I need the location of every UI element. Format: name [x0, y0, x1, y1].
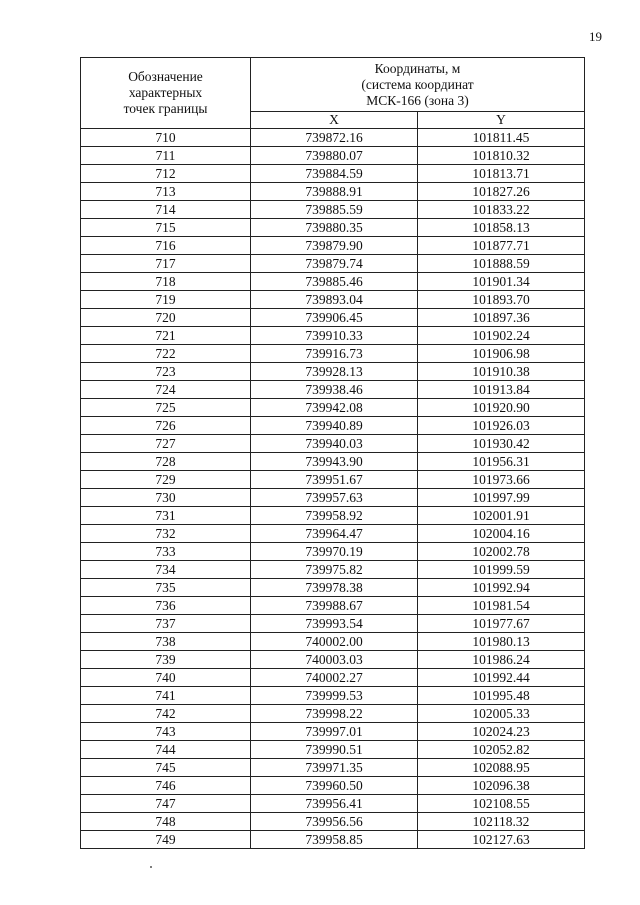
point-designation-header	[81, 58, 251, 129]
x-coordinate-cell: 739906.45	[251, 309, 418, 327]
x-coordinate-cell: 740002.00	[251, 633, 418, 651]
x-coordinate-cell: 739993.54	[251, 615, 418, 633]
point-cell: 711	[81, 147, 251, 165]
x-coordinate-cell: 739885.46	[251, 273, 418, 291]
point-cell: 714	[81, 201, 251, 219]
x-coordinate-cell: 739879.90	[251, 237, 418, 255]
y-coordinate-cell: 102002.78	[418, 543, 585, 561]
point-cell: 737	[81, 615, 251, 633]
point-cell: 720	[81, 309, 251, 327]
point-cell: 749	[81, 831, 251, 849]
point-cell: 726	[81, 417, 251, 435]
y-coordinate-cell: 102088.95	[418, 759, 585, 777]
x-coordinate-cell: 740002.27	[251, 669, 418, 687]
x-coordinate-cell: 739957.63	[251, 489, 418, 507]
coord-header-line-2: (система координат	[361, 76, 474, 92]
y-coordinate-cell: 101926.03	[418, 417, 585, 435]
y-coordinate-cell: 101897.36	[418, 309, 585, 327]
x-column-header: X	[251, 112, 418, 129]
point-cell: 746	[81, 777, 251, 795]
table-row	[81, 165, 585, 183]
point-cell: 723	[81, 363, 251, 381]
table-row	[81, 399, 585, 417]
y-coordinate-cell: 101813.71	[418, 165, 585, 183]
point-cell: 717	[81, 255, 251, 273]
x-coordinate-cell: 739998.22	[251, 705, 418, 723]
y-coordinate-cell: 101992.94	[418, 579, 585, 597]
table-row	[81, 723, 585, 741]
table-body	[81, 129, 585, 849]
x-coordinate-cell: 739990.51	[251, 741, 418, 759]
table-row	[81, 345, 585, 363]
y-coordinate-cell: 101977.67	[418, 615, 585, 633]
y-coordinate-cell: 101810.32	[418, 147, 585, 165]
table-row	[81, 471, 585, 489]
table-row	[81, 219, 585, 237]
y-coordinate-cell: 101893.70	[418, 291, 585, 309]
point-cell: 748	[81, 813, 251, 831]
point-cell: 743	[81, 723, 251, 741]
point-cell: 713	[81, 183, 251, 201]
y-coordinate-cell: 101888.59	[418, 255, 585, 273]
page-number: 19	[589, 29, 602, 44]
table-row	[81, 579, 585, 597]
coordinates-header	[251, 58, 585, 112]
x-coordinate-cell: 739888.91	[251, 183, 418, 201]
point-cell: 736	[81, 597, 251, 615]
table-row	[81, 417, 585, 435]
point-cell: 729	[81, 471, 251, 489]
x-coordinate-cell: 739916.73	[251, 345, 418, 363]
x-coordinate-cell: 739940.89	[251, 417, 418, 435]
y-coordinate-cell: 101973.66	[418, 471, 585, 489]
y-coordinate-cell: 101930.42	[418, 435, 585, 453]
table-row	[81, 435, 585, 453]
table-row	[81, 363, 585, 381]
point-cell: 728	[81, 453, 251, 471]
point-cell: 712	[81, 165, 251, 183]
y-coordinate-cell: 101986.24	[418, 651, 585, 669]
y-coordinate-cell: 101902.24	[418, 327, 585, 345]
x-coordinate-cell: 739978.38	[251, 579, 418, 597]
y-column-header: Y	[418, 112, 585, 129]
table-row	[81, 795, 585, 813]
table-row	[81, 237, 585, 255]
y-coordinate-cell: 101827.26	[418, 183, 585, 201]
point-cell: 719	[81, 291, 251, 309]
x-coordinate-cell: 739988.67	[251, 597, 418, 615]
y-coordinate-cell: 101999.59	[418, 561, 585, 579]
point-cell: 744	[81, 741, 251, 759]
table-row	[81, 543, 585, 561]
table-row	[81, 597, 585, 615]
y-coordinate-cell: 101980.13	[418, 633, 585, 651]
x-coordinate-cell: 739970.19	[251, 543, 418, 561]
x-coordinate-cell: 739885.59	[251, 201, 418, 219]
table-row	[81, 291, 585, 309]
x-coordinate-cell: 739975.82	[251, 561, 418, 579]
coord-header-line-1: Координаты, м	[374, 60, 461, 76]
y-coordinate-cell: 101956.31	[418, 453, 585, 471]
point-cell: 732	[81, 525, 251, 543]
x-coordinate-cell: 739956.56	[251, 813, 418, 831]
y-coordinate-cell: 101913.84	[418, 381, 585, 399]
y-coordinate-cell: 102052.82	[418, 741, 585, 759]
y-coordinate-cell: 102096.38	[418, 777, 585, 795]
y-coordinate-cell: 101920.90	[418, 399, 585, 417]
table-row	[81, 129, 585, 147]
point-cell: 716	[81, 237, 251, 255]
point-cell: 734	[81, 561, 251, 579]
point-cell: 718	[81, 273, 251, 291]
table-row	[81, 309, 585, 327]
x-coordinate-cell: 739951.67	[251, 471, 418, 489]
table-row	[81, 147, 585, 165]
point-cell: 730	[81, 489, 251, 507]
table-row	[81, 273, 585, 291]
point-header-line-3: точек границы	[123, 101, 208, 116]
point-cell: 735	[81, 579, 251, 597]
table-row	[81, 615, 585, 633]
table-row	[81, 705, 585, 723]
point-cell: 745	[81, 759, 251, 777]
point-header-line-2: характерных	[128, 85, 203, 100]
y-coordinate-cell: 101997.99	[418, 489, 585, 507]
y-coordinate-cell: 102118.32	[418, 813, 585, 831]
x-coordinate-cell: 739879.74	[251, 255, 418, 273]
boundary-points-table	[80, 57, 585, 849]
table-row	[81, 453, 585, 471]
x-coordinate-cell: 739958.85	[251, 831, 418, 849]
x-coordinate-cell: 739893.04	[251, 291, 418, 309]
table-row	[81, 183, 585, 201]
y-coordinate-cell: 102004.16	[418, 525, 585, 543]
y-coordinate-cell: 101906.98	[418, 345, 585, 363]
x-coordinate-cell: 739940.03	[251, 435, 418, 453]
table-row	[81, 561, 585, 579]
y-coordinate-cell: 102024.23	[418, 723, 585, 741]
x-coordinate-cell: 739942.08	[251, 399, 418, 417]
coord-header-line-3: МСК-166 (зона 3)	[366, 92, 469, 108]
table-row	[81, 507, 585, 525]
point-header-line-1: Обозначение	[128, 69, 203, 84]
table-row	[81, 201, 585, 219]
x-coordinate-cell: 739997.01	[251, 723, 418, 741]
table-row	[81, 381, 585, 399]
x-coordinate-cell: 740003.03	[251, 651, 418, 669]
table-row	[81, 831, 585, 849]
table-row	[81, 813, 585, 831]
y-coordinate-cell: 101995.48	[418, 687, 585, 705]
x-coordinate-cell: 739956.41	[251, 795, 418, 813]
table-row	[81, 687, 585, 705]
y-coordinate-cell: 101811.45	[418, 129, 585, 147]
x-coordinate-cell: 739872.16	[251, 129, 418, 147]
x-coordinate-cell: 739910.33	[251, 327, 418, 345]
table-row	[81, 651, 585, 669]
stray-mark	[150, 866, 152, 868]
x-coordinate-cell: 739880.07	[251, 147, 418, 165]
x-coordinate-cell: 739964.47	[251, 525, 418, 543]
table-row	[81, 489, 585, 507]
x-coordinate-cell: 739938.46	[251, 381, 418, 399]
x-coordinate-cell: 739928.13	[251, 363, 418, 381]
y-coordinate-cell: 101910.38	[418, 363, 585, 381]
table-row	[81, 741, 585, 759]
point-cell: 731	[81, 507, 251, 525]
y-coordinate-cell: 102001.91	[418, 507, 585, 525]
point-cell: 722	[81, 345, 251, 363]
point-cell: 742	[81, 705, 251, 723]
y-coordinate-cell: 101858.13	[418, 219, 585, 237]
point-cell: 740	[81, 669, 251, 687]
y-coordinate-cell: 101992.44	[418, 669, 585, 687]
y-coordinate-cell: 101901.34	[418, 273, 585, 291]
table-row	[81, 633, 585, 651]
point-cell: 715	[81, 219, 251, 237]
x-coordinate-cell: 739960.50	[251, 777, 418, 795]
x-coordinate-cell: 739999.53	[251, 687, 418, 705]
y-coordinate-cell: 102108.55	[418, 795, 585, 813]
point-cell: 741	[81, 687, 251, 705]
point-cell: 721	[81, 327, 251, 345]
y-coordinate-cell: 102127.63	[418, 831, 585, 849]
table-row	[81, 669, 585, 687]
y-coordinate-cell: 101833.22	[418, 201, 585, 219]
x-coordinate-cell: 739958.92	[251, 507, 418, 525]
point-cell: 738	[81, 633, 251, 651]
y-coordinate-cell: 102005.33	[418, 705, 585, 723]
table-header	[81, 58, 585, 129]
point-cell: 747	[81, 795, 251, 813]
x-coordinate-cell: 739943.90	[251, 453, 418, 471]
point-cell: 733	[81, 543, 251, 561]
y-coordinate-cell: 101981.54	[418, 597, 585, 615]
point-cell: 724	[81, 381, 251, 399]
table-row	[81, 777, 585, 795]
y-coordinate-cell: 101877.71	[418, 237, 585, 255]
table-row	[81, 255, 585, 273]
point-cell: 727	[81, 435, 251, 453]
x-coordinate-cell: 739884.59	[251, 165, 418, 183]
x-coordinate-cell: 739880.35	[251, 219, 418, 237]
x-coordinate-cell: 739971.35	[251, 759, 418, 777]
table-row	[81, 327, 585, 345]
table-row	[81, 525, 585, 543]
point-cell: 710	[81, 129, 251, 147]
table-row	[81, 759, 585, 777]
point-cell: 739	[81, 651, 251, 669]
point-cell: 725	[81, 399, 251, 417]
